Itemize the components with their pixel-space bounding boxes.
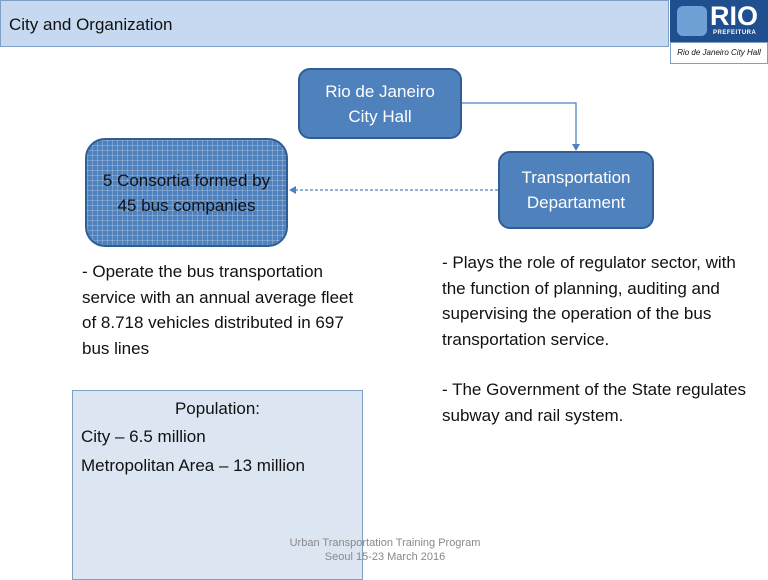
connector-cityhall-transport [462, 103, 576, 147]
state-text: - The Government of the State regulates subway and rail system. [442, 380, 746, 425]
logo-caption: Rio de Janeiro City Hall [670, 42, 768, 64]
page-title: City and Organization [9, 15, 173, 34]
consortia-description: - Operate the bus transportation service with an annual average fleet of 8.718 vehicles distributed in 697 bus lines [82, 262, 354, 358]
arrowhead [572, 144, 580, 151]
footer [250, 536, 520, 564]
consortia-box: 5 Consortia formed by 45 bus companies [85, 138, 288, 247]
arrowhead [289, 186, 296, 194]
footer-program: Urban Transportation Training Program [289, 537, 481, 549]
population-title: Population: [174, 399, 261, 418]
transportation-department-box: Transportation Departament [498, 151, 654, 229]
regulator-text: - Plays the role of regulator sector, with the function of planning, auditing and supervising the operation of the bus transportation service. [442, 253, 736, 349]
transport-description [442, 250, 762, 428]
city-hall-box: Rio de Janeiro City Hall [298, 68, 462, 139]
population-metro: Metropolitan Area – 13 million [81, 456, 305, 475]
population-city: City – 6.5 million [81, 427, 206, 446]
logo-subtitle: PREFEITURA [713, 30, 757, 36]
logo-name: RIO [710, 1, 759, 31]
footer-date: Seoul 15-23 March 2016 [324, 551, 446, 563]
